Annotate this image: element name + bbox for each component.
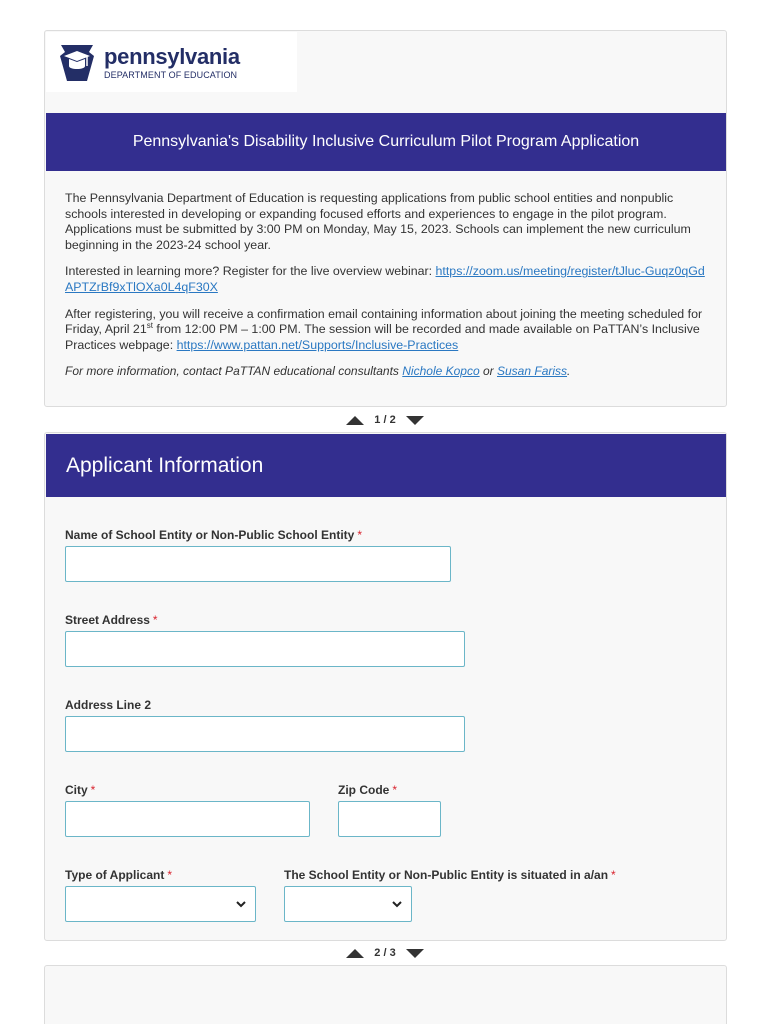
webinar-paragraph <box>65 264 711 295</box>
chevron-down-icon <box>235 898 247 910</box>
registration-text: After registering, you will receive a confirmation email containing information about joining the meeting scheduled for Friday, April 21 <box>65 306 703 337</box>
zip-label <box>338 783 397 797</box>
entity-name-input[interactable] <box>65 546 451 582</box>
registration-paragraph <box>65 307 711 354</box>
section-header <box>46 434 726 497</box>
required-marker: * <box>357 528 363 542</box>
contact-paragraph <box>65 364 711 380</box>
contact-text: For more information, contact PaTTAN educational consultants <box>65 364 403 379</box>
intro-paragraph: The Pennsylvania Department of Education is requesting applications from public school entities and nonpublic schools interested in developing or expanding focused efforts and experiences to engage in the pilot program. Applications must be submitted by 3:00 PM on Monday, May 15, 2023. Schools can implement the new curriculum beginning in the 2023-24 school year. <box>65 191 691 252</box>
required-marker: * <box>152 613 158 627</box>
webinar-text: Interested in learning more? Register for the live overview webinar: <box>65 264 436 279</box>
applicant-type-select[interactable] <box>65 886 256 922</box>
pager-1 <box>0 412 770 428</box>
form-title-banner <box>46 113 726 171</box>
contact-link-kopco[interactable]: Nichole Kopco <box>402 364 480 379</box>
contact-or: or <box>479 364 497 379</box>
pattan-link[interactable]: https://www.pattan.net/Supports/Inclusive-Practices <box>176 337 459 352</box>
required-marker: * <box>611 868 616 882</box>
form-title: Pennsylvania's Disability Inclusive Curriculum Pilot Program Application <box>132 133 640 150</box>
logo-wordmark: pennsylvania <box>104 44 240 69</box>
required-marker: * <box>167 868 173 882</box>
intro-text <box>65 191 711 391</box>
keystone-logo-icon <box>56 42 98 84</box>
webinar-link[interactable]: https://zoom.us/meeting/register/tJluc-Guqz0qGdAPTZrBf9xTlOXa0L4qF30X <box>65 264 705 294</box>
ordinal-suffix: st <box>146 321 153 331</box>
logo-subtitle: DEPARTMENT OF EDUCATION <box>104 70 238 80</box>
contact-link-fariss[interactable]: Susan Fariss <box>497 364 568 379</box>
applicant-type-label-text: Type of Applicant <box>65 868 165 882</box>
zip-label-text: Zip Code <box>338 783 390 797</box>
next-page-icon[interactable] <box>406 416 424 425</box>
situated-select[interactable] <box>284 886 412 922</box>
intro-card <box>44 30 727 407</box>
applicant-info-card <box>44 432 727 941</box>
city-input[interactable] <box>65 801 310 837</box>
registration-text-2: from 12:00 PM – 1:00 PM. The session will be recorded and made available on PaTTAN’s Inclusive Practices webpage: <box>65 322 700 352</box>
city-label <box>65 783 95 797</box>
street-address-input[interactable] <box>65 631 465 667</box>
page-indicator: 2 / 3 <box>374 947 396 959</box>
situated-label <box>284 868 616 882</box>
next-section-card <box>44 965 727 1024</box>
chevron-down-icon <box>391 898 403 910</box>
page-indicator: 1 / 2 <box>374 414 396 426</box>
zip-code-input[interactable] <box>338 801 441 837</box>
situated-label-text: The School Entity or Non-Public Entity is situated in a/an <box>284 868 609 882</box>
next-page-icon[interactable] <box>406 949 424 958</box>
address-line2-label <box>65 698 151 712</box>
pager-2 <box>0 945 770 961</box>
address-line2-input[interactable] <box>65 716 465 752</box>
prev-page-icon[interactable] <box>346 416 364 425</box>
street-label-text: Street Address <box>65 613 150 627</box>
required-marker: * <box>90 783 96 797</box>
street-label <box>65 613 158 627</box>
section-title: Applicant Information <box>66 453 264 477</box>
prev-page-icon[interactable] <box>346 949 364 958</box>
applicant-type-label <box>65 868 172 882</box>
entity-name-label-text: Name of School Entity or Non-Public School Entity <box>65 528 355 542</box>
city-label-text: City <box>65 783 88 797</box>
entity-name-label <box>65 528 362 542</box>
address-line2-label-text: Address Line 2 <box>65 698 152 712</box>
required-marker: * <box>392 783 397 797</box>
contact-period: . <box>567 364 571 379</box>
logo <box>46 32 297 92</box>
